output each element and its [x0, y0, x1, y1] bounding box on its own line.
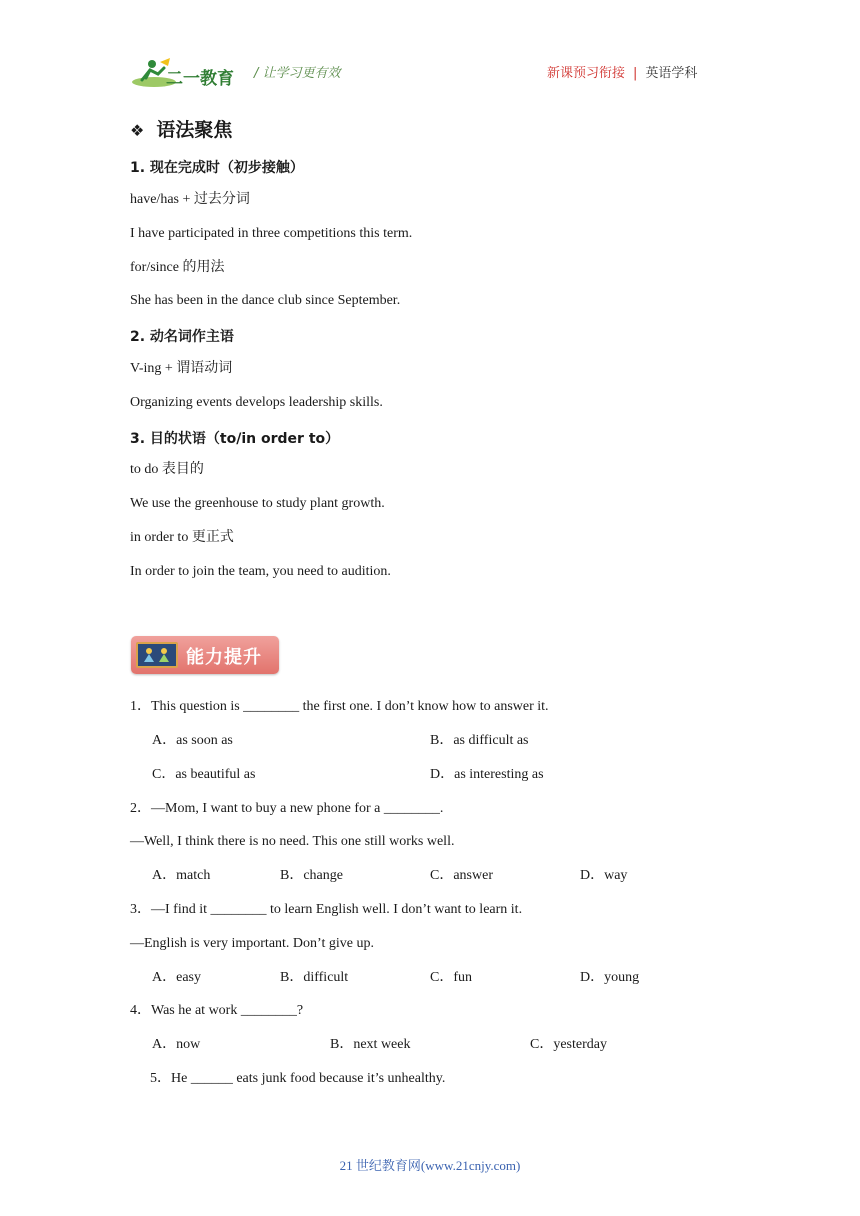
grammar-example: In order to join the team, you need to audition.: [130, 564, 391, 579]
grammar-example: We use the greenhouse to study plant growth.: [130, 496, 385, 511]
grammar-line: have/has + 过去分词: [130, 192, 250, 207]
question-1-stem: 1．This question is ________ the first one. I don’t know how to answer it.: [130, 699, 549, 714]
diamond-icon: ❖: [130, 121, 145, 140]
q1-option-a[interactable]: A．as soon as: [152, 733, 233, 748]
grammar-example: She has been in the dance club since September.: [130, 293, 401, 308]
q4-option-a[interactable]: A．now: [152, 1037, 201, 1052]
q2-option-b[interactable]: B．change: [280, 868, 343, 883]
grammar-line: to do 表目的: [130, 462, 204, 477]
question-2-stem: 2．—Mom, I want to buy a new phone for a ________.: [130, 801, 444, 816]
q3-option-d[interactable]: D．young: [580, 970, 640, 985]
grammar-line: in order to 更正式: [130, 530, 234, 545]
header-divider: |: [633, 66, 638, 81]
logo-text: 二一教育: [166, 69, 234, 89]
grammar-example: I have participated in three competitions this term.: [130, 226, 413, 241]
header-right: [547, 62, 697, 81]
subject-label: 英语学科: [645, 66, 698, 81]
q2-option-d[interactable]: D．way: [580, 868, 628, 883]
question-3-reply: —English is very important. Don’t give up.: [130, 936, 374, 951]
section-title-text: 语法聚焦: [156, 119, 233, 141]
q3-option-a[interactable]: A．easy: [152, 970, 201, 985]
question-4-stem: 4．Was he at work ________?: [130, 1003, 304, 1018]
course-label: 新课预习衔接: [547, 66, 626, 81]
ability-badge: [131, 636, 279, 674]
q3-option-b[interactable]: B．difficult: [280, 970, 349, 985]
footer-link[interactable]: 21 世纪教育网(www.21cnjy.com): [339, 1158, 521, 1173]
grammar-heading-1: 1. 现在完成时（初步接触）: [130, 160, 304, 176]
question-3-stem: 3．—I find it ________ to learn English well. I don’t want to learn it.: [130, 902, 523, 917]
grammar-line: V-ing + 谓语动词: [130, 361, 233, 376]
q2-option-c[interactable]: C．answer: [430, 868, 493, 883]
q4-option-b[interactable]: B．next week: [330, 1037, 411, 1052]
q2-option-a[interactable]: A．match: [152, 868, 211, 883]
q1-option-c[interactable]: C．as beautiful as: [152, 767, 256, 782]
question-5-stem: 5．He ______ eats junk food because it’s unhealthy.: [150, 1071, 446, 1086]
grammar-line: for/since 的用法: [130, 260, 225, 275]
badge-label: 能力提升: [186, 647, 262, 668]
question-2-reply: —Well, I think there is no need. This one still works well.: [130, 834, 455, 849]
grammar-example: Organizing events develops leadership skills.: [130, 395, 383, 410]
grammar-heading-2: 2. 动名词作主语: [130, 329, 234, 345]
q4-option-c[interactable]: C．yesterday: [530, 1037, 607, 1052]
people-icon: [136, 642, 178, 668]
q1-option-d[interactable]: D．as interesting as: [430, 767, 544, 782]
section-title: [130, 115, 232, 142]
grammar-heading-3: 3. 目的状语（to/in order to）: [130, 431, 340, 447]
q3-option-c[interactable]: C．fun: [430, 970, 472, 985]
q1-option-b[interactable]: B．as difficult as: [430, 733, 529, 748]
slogan: / 让学习更有效: [254, 66, 341, 81]
